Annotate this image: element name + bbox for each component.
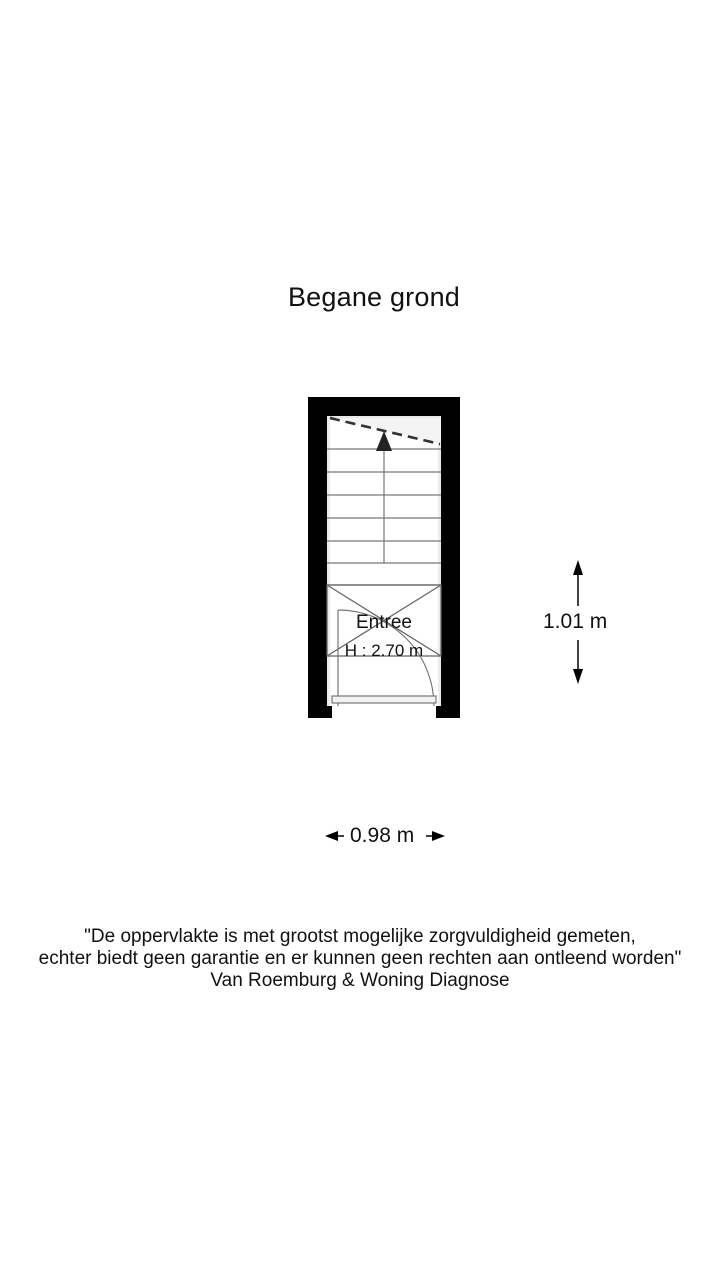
wall-bottom-left: [308, 706, 332, 718]
room-height-label: H : 2.70 m: [344, 641, 424, 660]
wall-right: [441, 397, 460, 718]
floor-title: Begane grond: [287, 282, 461, 312]
disclaimer-line-1: "De oppervlakte is met grootst mogelijke zorgvuldigheid gemeten,: [84, 926, 636, 947]
disclaimer-line-2: echter biedt geen garantie en er kunnen geen rechten aan ontleend worden": [38, 948, 682, 969]
wall-top: [308, 397, 460, 416]
height-dimension-label: 1.01 m: [543, 610, 608, 633]
room-name: Entree: [356, 612, 412, 633]
width-dimension-label: 0.98 m: [350, 824, 415, 847]
disclaimer-company: Van Roemburg & Woning Diagnose: [210, 970, 510, 991]
door-threshold: [332, 696, 436, 703]
wall-left: [308, 397, 327, 718]
wall-bottom-right: [436, 706, 460, 718]
disclaimer: [0, 926, 720, 992]
stair-direction-arrow: [376, 431, 392, 451]
staircase: [327, 449, 441, 585]
